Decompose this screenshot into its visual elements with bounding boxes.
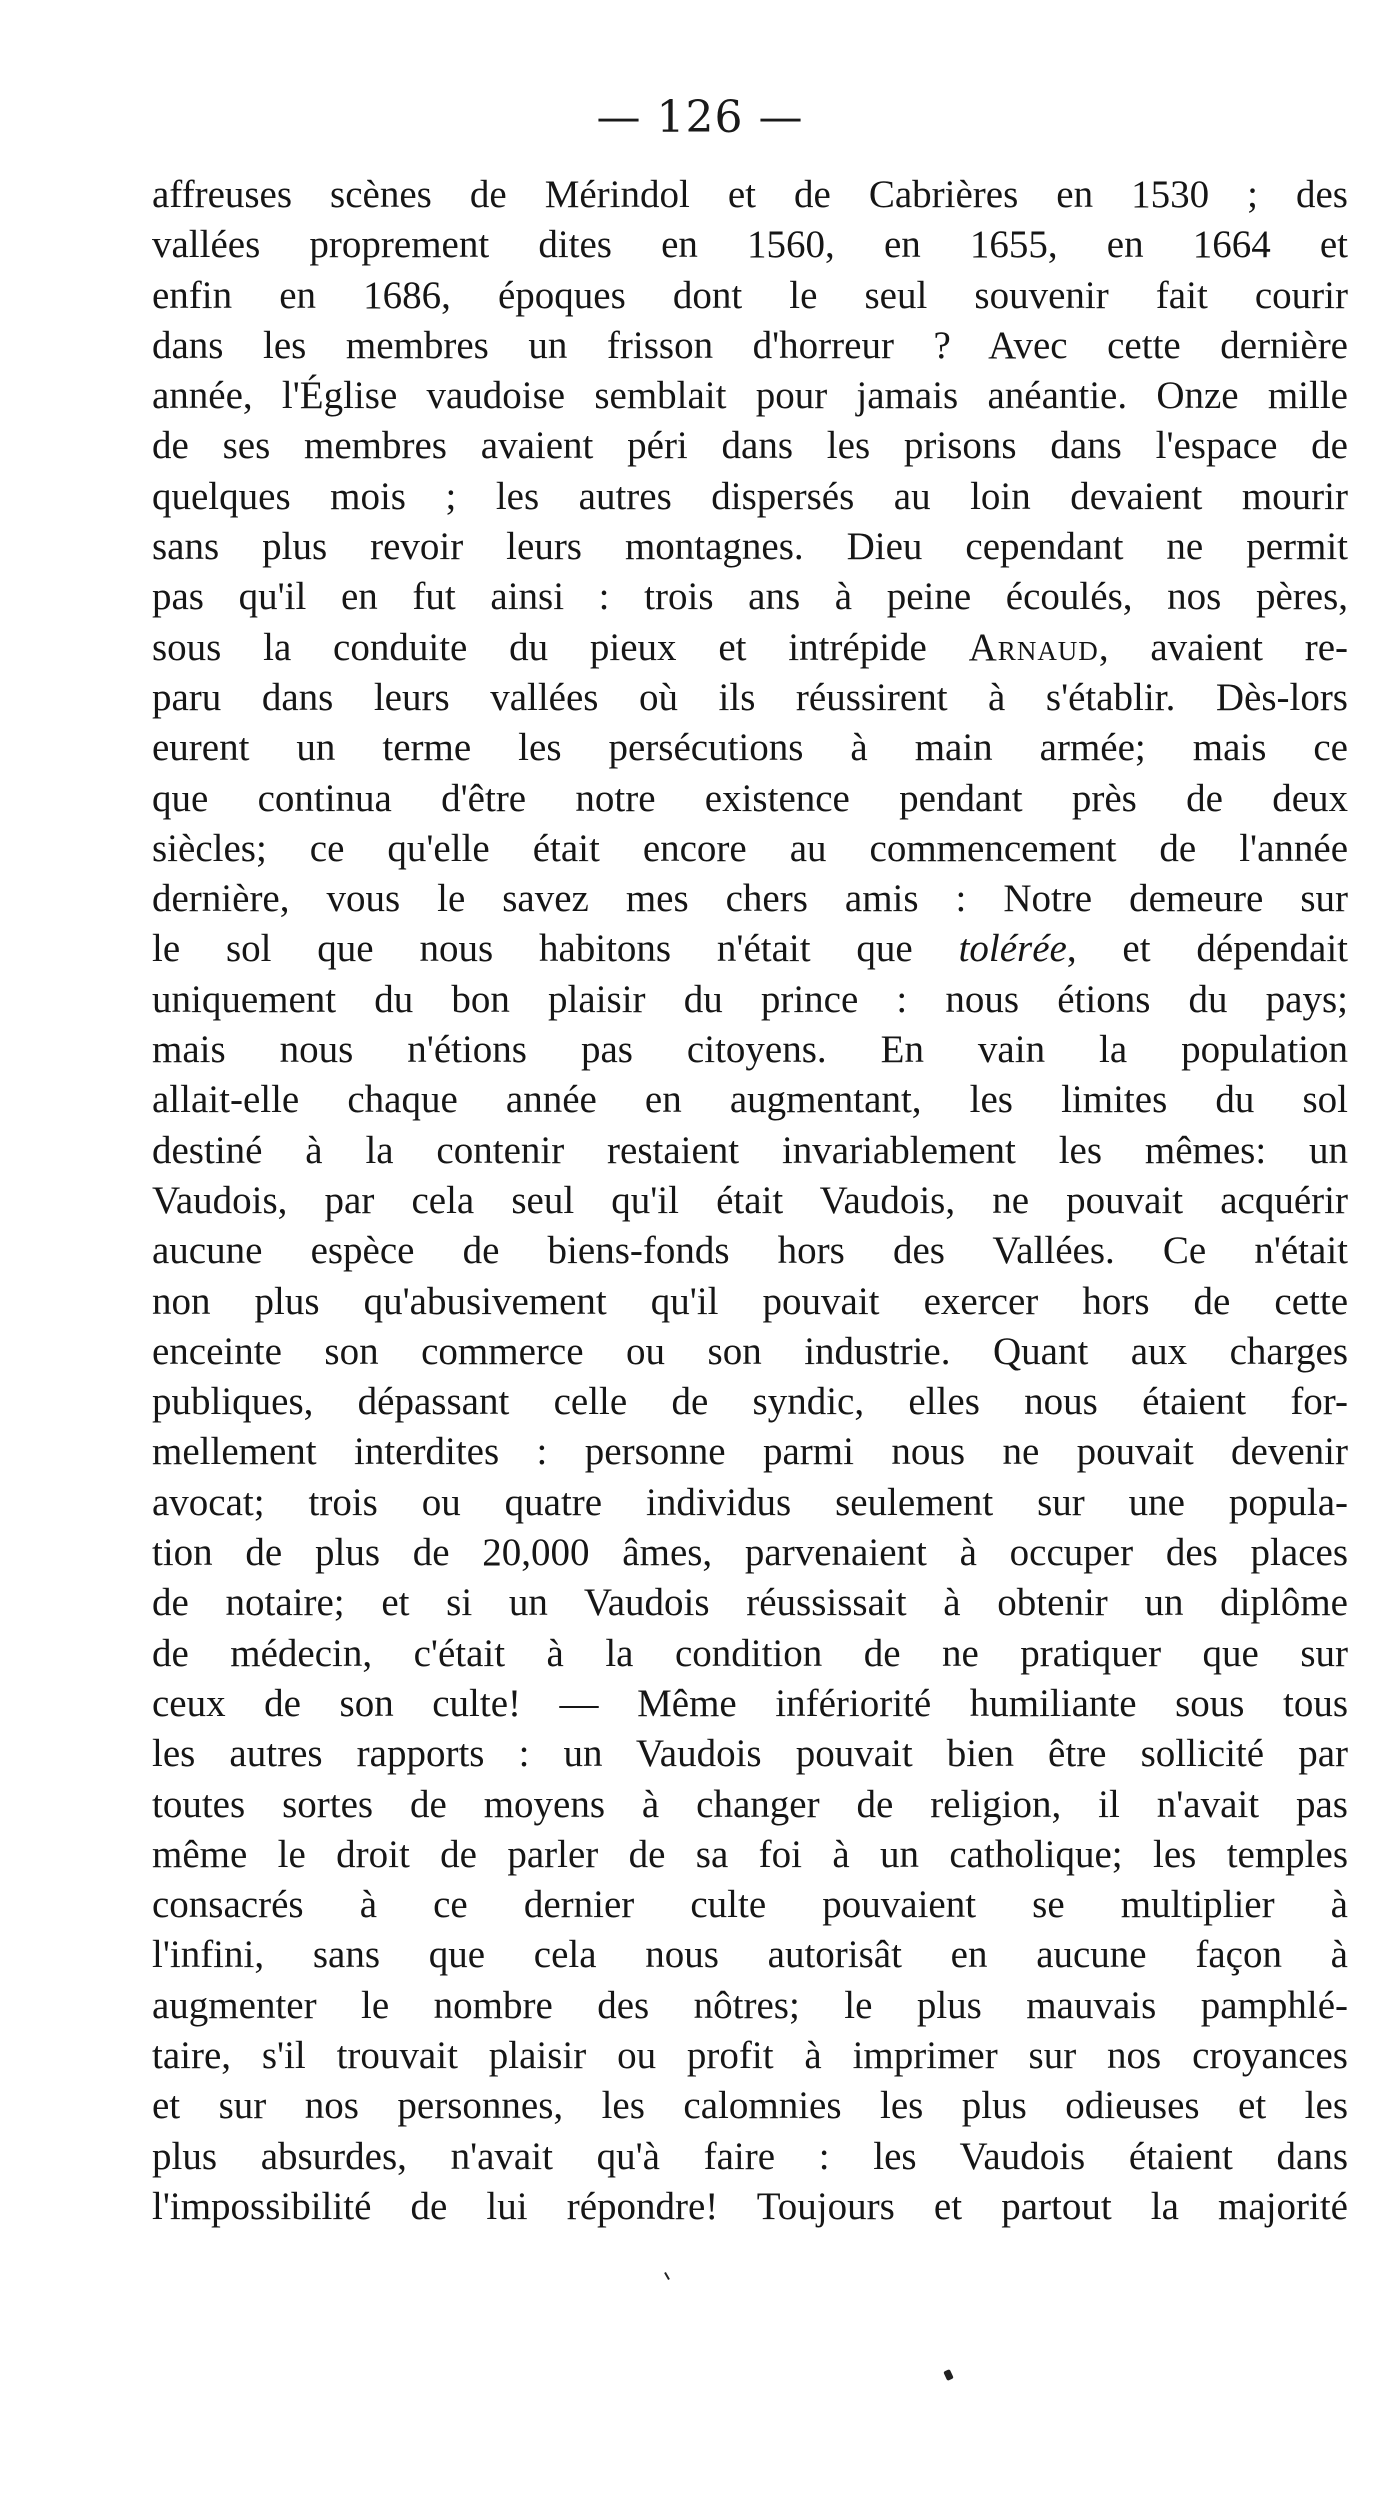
text-line-arnaud	[152, 623, 1348, 673]
text-line: siècles; ce qu'elle était encore au commencement de l'année	[152, 826, 1348, 870]
text-line: quelques mois ; les autres dispersés au loin devaient mourir	[152, 474, 1348, 518]
text-line-toleree	[152, 924, 1348, 974]
text-fragment: , et dépendait	[1066, 927, 1348, 971]
text-fragment: sous la conduite du pieux et intrépide	[152, 625, 969, 669]
text-line: vallées proprement dites en 1560, en 1655, en 1664 et	[152, 223, 1348, 267]
text-line: plus absurdes, n'avait qu'à faire : les Vaudois étaient dans	[152, 2134, 1348, 2178]
text-line: mais nous n'étions pas citoyens. En vain la population	[152, 1028, 1348, 1072]
text-line: aucune espèce de biens-fonds hors des Vallées. Ce n'était	[152, 1229, 1348, 1273]
text-line: que continua d'être notre existence pendant près de deux	[152, 776, 1348, 820]
text-line: mellement interdites : personne parmi nous ne pouvait devenir	[152, 1430, 1348, 1474]
text-line: Vaudois, par cela seul qu'il était Vaudois, ne pouvait acquérir	[152, 1178, 1348, 1222]
text-line: et sur nos personnes, les calomnies les plus odieuses et les	[152, 2084, 1348, 2128]
proper-name-arnaud: Arnaud	[968, 625, 1099, 669]
text-line: toutes sortes de moyens à changer de religion, il n'avait pas	[152, 1782, 1348, 1826]
italic-word-toleree: tolérée	[958, 927, 1067, 971]
text-line: de notaire; et si un Vaudois réussissait à obtenir un diplôme	[152, 1581, 1348, 1625]
text-line: uniquement du bon plaisir du prince : nous étions du pays;	[152, 977, 1348, 1021]
text-fragment: le sol que nous habitons n'était que	[152, 927, 959, 971]
text-line: publiques, dépassant celle de syndic, elles nous étaient for-	[152, 1380, 1348, 1424]
text-line: les autres rapports : un Vaudois pouvait bien être sollicité par	[152, 1732, 1348, 1776]
text-line: avocat; trois ou quatre individus seulement sur une popula-	[152, 1480, 1348, 1524]
text-line: enfin en 1686, époques dont le seul souvenir fait courir	[152, 273, 1348, 317]
body-text	[152, 170, 1348, 2232]
text-line: l'impossibilité de lui répondre! Toujours et partout la majorité	[152, 2184, 1348, 2228]
text-line: augmenter le nombre des nôtres; le plus mauvais pamphlé-	[152, 1983, 1348, 2027]
text-line: affreuses scènes de Mérindol et de Cabrières en 1530 ; des	[152, 173, 1348, 216]
text-line: année, l'Église vaudoise semblait pour jamais anéantie. Onze mille	[152, 374, 1348, 418]
text-line: de médecin, c'était à la condition de ne pratiquer que sur	[152, 1631, 1348, 1675]
text-line: l'infini, sans que cela nous autorisât en aucune façon à	[152, 1933, 1348, 1977]
text-fragment: , avaient re-	[1098, 625, 1349, 669]
text-line: allait-elle chaque année en augmentant, les limites du sol	[152, 1078, 1348, 1122]
text-line: tion de plus de 20,000 âmes, parvenaient à occuper des places	[152, 1531, 1348, 1575]
text-line: ceux de son culte! — Même infériorité humiliante sous tous	[152, 1681, 1348, 1725]
text-line: sans plus revoir leurs montagnes. Dieu cependant ne permit	[152, 525, 1348, 569]
ink-speck	[943, 2369, 954, 2381]
text-line: pas qu'il en fut ainsi : trois ans à peine écoulés, nos pères,	[152, 575, 1348, 619]
text-line: consacrés à ce dernier culte pouvaient se multiplier à	[152, 1883, 1348, 1927]
text-line: enceinte son commerce ou son industrie. Quant aux charges	[152, 1329, 1348, 1373]
text-line: paru dans leurs vallées où ils réussirent à s'établir. Dès-lors	[152, 675, 1348, 719]
text-line: dans les membres un frisson d'horreur ? Avec cette dernière	[152, 323, 1348, 367]
text-line: même le droit de parler de sa foi à un catholique; les temples	[152, 1832, 1348, 1876]
page-number: — 126 —	[596, 92, 804, 143]
text-line: taire, s'il trouvait plaisir ou profit à imprimer sur nos croyances	[152, 2033, 1348, 2077]
text-line: de ses membres avaient péri dans les prisons dans l'espace de	[152, 424, 1348, 468]
text-line: non plus qu'abusivement qu'il pouvait exercer hors de cette	[152, 1279, 1348, 1323]
text-line: dernière, vous le savez mes chers amis : Notre demeure sur	[152, 877, 1348, 921]
text-line: eurent un terme les persécutions à main armée; mais ce	[152, 726, 1348, 770]
ink-speck	[664, 2272, 670, 2280]
text-line: destiné à la contenir restaient invariablement les mêmes: un	[152, 1128, 1348, 1172]
